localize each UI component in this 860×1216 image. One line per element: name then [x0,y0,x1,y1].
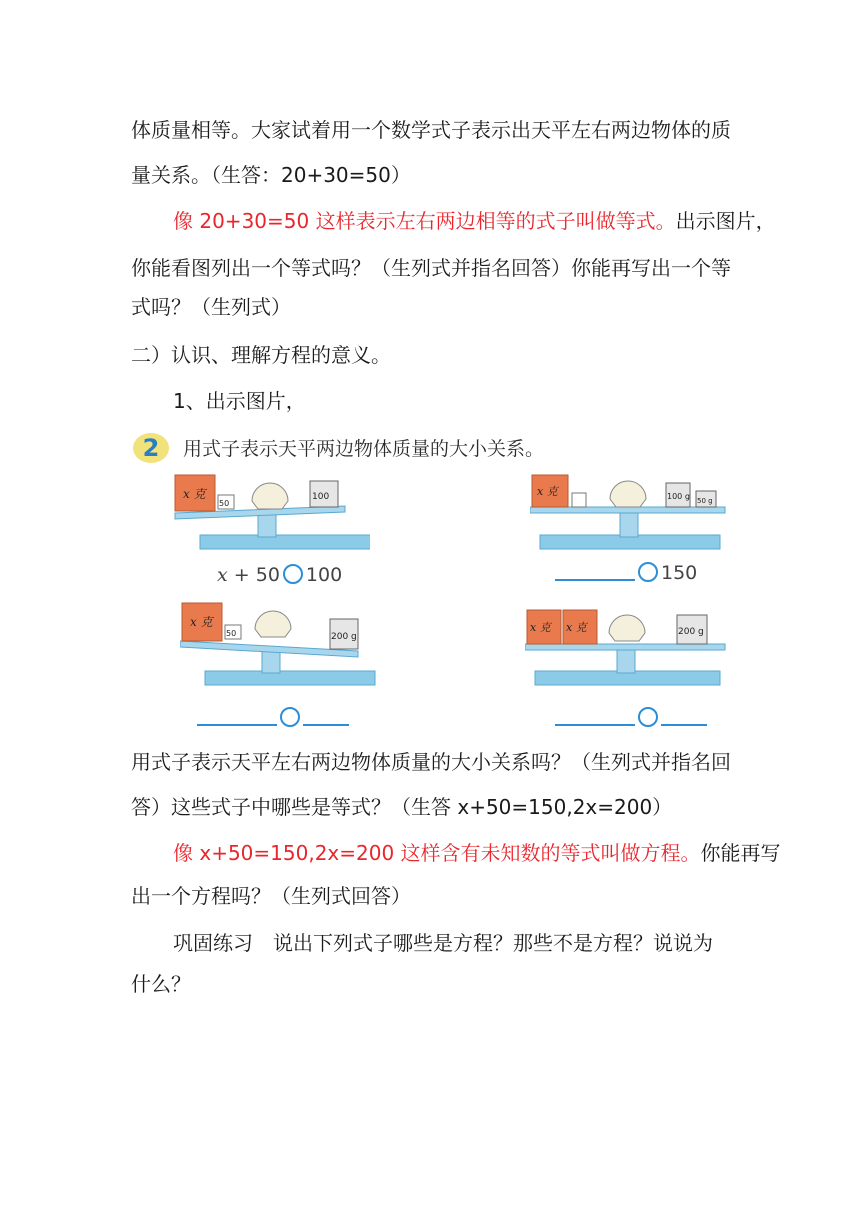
compare-circle[interactable] [638,707,658,727]
equation-definition: 像 x+50=150,2x=200 这样含有未知数的等式叫做方程。 [173,841,701,865]
paragraph-line: 出一个方程吗？（生列式回答） [131,884,411,908]
answer-blank[interactable] [661,724,707,726]
balance-scale-4 [525,597,730,689]
answer-blank[interactable] [303,724,349,726]
section-heading: 二）认识、理解方程的意义。 [131,343,391,367]
answer-blank[interactable] [555,724,635,726]
figure-title: 用式子表示天平两边物体质量的大小关系。 [183,438,545,460]
weight-label: 100 [312,492,330,502]
compare-circle[interactable] [280,707,300,727]
paragraph-line: 1、出示图片， [173,389,306,413]
unknown-box-label: x 克 [183,487,206,501]
expression-3 [197,707,349,729]
answer-blank[interactable] [197,724,277,726]
balance-scale-figure [125,425,735,743]
answer-blank[interactable] [555,579,635,581]
balance-scale-1 [170,473,370,553]
unknown-box-label: x 克 [537,485,558,498]
unknown-box-label: x 克 [190,615,213,629]
paragraph-text: 出示图片， [675,209,776,233]
exercise-number-badge: 2 [133,433,169,463]
equation-definition: 像 20+30=50 这样表示左右两边相等的式子叫做等式。 [173,209,676,233]
expression-4 [555,707,707,729]
balance-scale-3 [180,597,380,689]
balance-scale-2 [530,473,730,553]
paragraph-line: 式吗？（生列式） [131,295,291,319]
paragraph-line: 用式子表示天平左右两边物体质量的大小关系吗？（生列式并指名回 [131,750,731,774]
paragraph-line: 答）这些式子中哪些是等式？（生答 x+50=150,2x=200） [131,795,673,819]
expression-2: 150 [555,562,697,584]
paragraph-line: 量关系。（生答：20+30=50） [131,163,411,187]
weight-label: 100 g [667,492,690,501]
weight-label: 50 [219,499,230,508]
weight-label: 50 g [697,497,713,505]
paragraph-text: 你能再写 [700,841,781,865]
paragraph-line: 什么？ [131,972,191,996]
compare-circle[interactable] [638,562,658,582]
weight-label: 200 g [678,627,704,637]
paragraph-line: 体质量相等。大家试着用一个数学式子表示出天平左右两边物体的质 [131,118,731,142]
unknown-box-label: x 克 [566,621,587,634]
paragraph-line [173,839,781,867]
unknown-box-label: x 克 [530,621,551,634]
paragraph-line: 你能看图列出一个等式吗？（生列式并指名回答）你能再写出一个等 [131,256,731,280]
weight-label: 200 g [331,632,357,642]
weight-label: 50 [226,629,237,638]
paragraph-line: 巩固练习 说出下列式子哪些是方程？那些不是方程？说说为 [173,931,713,955]
paragraph-line [173,207,776,235]
compare-circle[interactable] [283,564,303,584]
expression-1: x + 50 100 [217,564,343,586]
